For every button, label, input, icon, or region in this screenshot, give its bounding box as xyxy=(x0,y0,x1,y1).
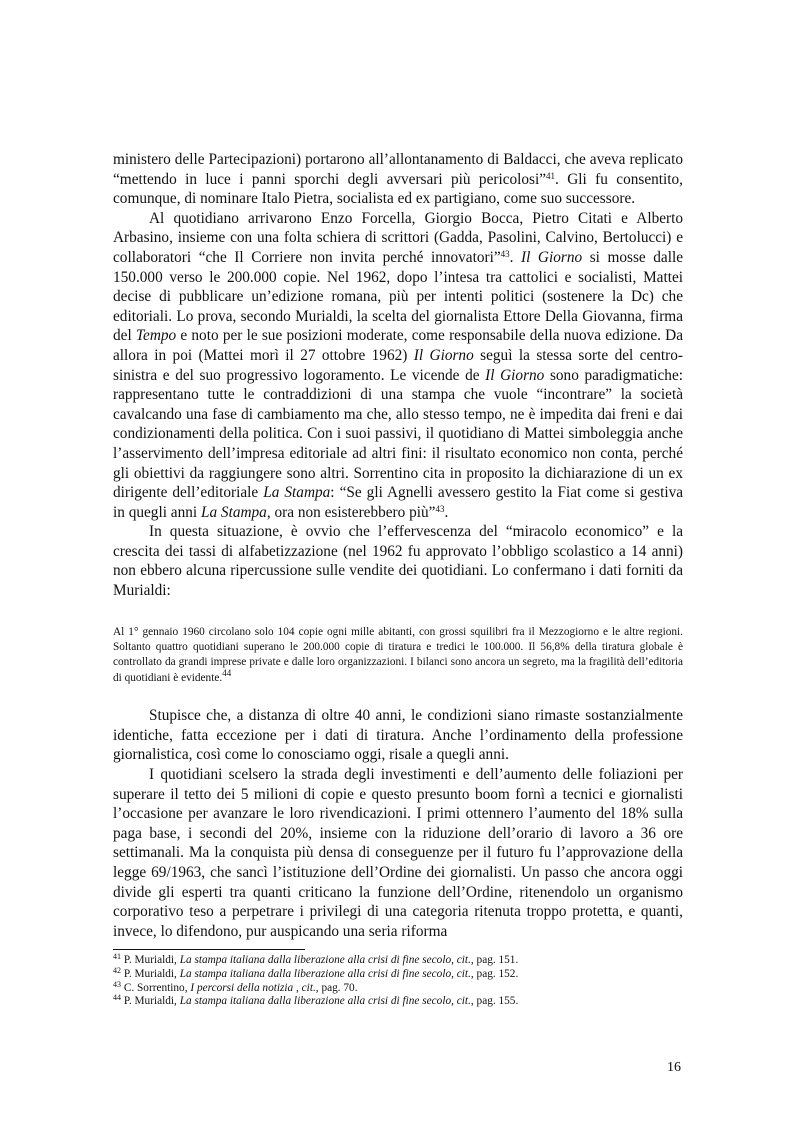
block-quote xyxy=(113,625,683,687)
paragraph-5: I quotidiani scelsero la strada degli investimenti e dell’aumento delle foliazioni per superare il tetto dei 5 milioni di copie e questo presunto boom fornì a tecnici e giornalisti l’occasione per avanzare le loro rivendicazioni. I primi ottennero l’aumento del 18% sulla paga base, i secondi del 20%, insieme con la riduzione dell’orario di lavoro a 36 ore settimanali. Ma la conquista più densa di conseguenze per il futuro fu l’approvazione della legge 69/1963, che sancì l’istituzione dell’Ordine dei giornalisti. Un passo che ancora oggi divide gli esperti tra quanti criticano la funzione dell’Ordine, ritenendolo un organismo corporativo teso a perpetrare i privilegi di una categoria ritenuta troppo protetta, e quanti, invece, lo difendono, pur auspicando una seria riforma xyxy=(113,766,683,940)
footnote-ref[interactable]: 43 xyxy=(500,248,510,259)
footnote xyxy=(113,954,683,968)
paragraph-text: : “Se gli Agnelli avessero gestito la Fiat come si gestiva in quegli anni xyxy=(113,484,684,521)
footnote-title: La stampa italiana dalla liberazione alla crisi di fine secolo xyxy=(179,995,452,1008)
newspaper-title: La Stampa xyxy=(263,484,331,502)
paragraph-text: . xyxy=(444,503,449,521)
footnote-title: La stampa italiana dalla liberazione alla crisi di fine secolo xyxy=(179,968,452,980)
footnote-page: , pag. 151. xyxy=(470,954,519,967)
paragraph-3: In questa situazione, è ovvio che l’effervescenza del “miracolo economico” e la crescita dei tassi di alfabetizzazione (nel 1962 fu approvato l’obbligo scolastico a 14 anni) non ebbero alcuna ripercussione sulle vendite dei quotidiani. Lo confermano i dati forniti da Murialdi: xyxy=(113,523,683,600)
footnote-author: C. Sorrentino, xyxy=(121,981,191,994)
footnote-cit: cit. xyxy=(456,968,471,980)
footnote-author: P. Murialdi, xyxy=(121,995,180,1008)
newspaper-title: La Stampa xyxy=(200,503,267,521)
newspaper-title: Il Giorno xyxy=(413,346,474,364)
footnote-title: La stampa italiana dalla liberazione alla crisi di fine secolo xyxy=(179,954,452,967)
footnote-page: , pag. 152. xyxy=(470,968,519,980)
footnotes xyxy=(113,954,683,1008)
footnote-page: , pag. 70. xyxy=(315,981,358,994)
page-content xyxy=(113,150,683,1009)
footnote-cit: cit. xyxy=(456,995,471,1008)
page-number: 16 xyxy=(667,1060,681,1075)
footnote-number: 43 xyxy=(113,979,121,989)
paragraph-2 xyxy=(113,209,683,523)
footnote xyxy=(113,968,683,982)
footnote-number: 42 xyxy=(113,966,121,975)
footnote-number: 44 xyxy=(113,993,121,1003)
paragraph-text: Al quotidiano arrivarono Enzo Forcella, Giorgio Bocca, Pietro Citati e Alberto Arbasino, insieme con una folta schiera di scrittori (Gadda, Pasolini, Calvino, Bertolucci) e collaboratori “che Il Corriere non invita perché innovatori” xyxy=(113,209,683,266)
footnote-cit: cit. xyxy=(456,954,471,967)
footnote-divider xyxy=(113,949,305,950)
footnote-author: P. Murialdi, xyxy=(121,968,180,980)
paragraph-text: seguì la stessa sorte del centro-sinistra e del suo progressivo logoramento. Le vicende de xyxy=(113,346,683,384)
footnote-page: , pag. 155. xyxy=(470,995,519,1008)
paragraph-text: e noto per le sue posizioni moderate, come responsabile della nuova edizione. Da allora in poi (Mattei morì il 27 ottobre 1962) xyxy=(113,327,684,364)
footnote xyxy=(113,979,683,996)
footnote-sep: , xyxy=(451,954,457,967)
newspaper-title: Il Giorno xyxy=(485,366,545,384)
paragraph-text: . Gli fu consentito, comunque, di nominare Italo Pietra, socialista ed ex partigiano, come suo successore. xyxy=(113,170,683,208)
paragraph-text: sono paradigmatiche: rappresentano tutte le contraddizioni di una stampa che vuole “incontrare” la società cavalcando una fase di cambiamento ma che, allo stesso tempo, ne è impedita dai freni e dai condizionamenti della politica. Con i suoi passivi, il quotidiano di Mattei simboleggia anche l’asservimento dell’impresa editoriale ad altri fini: il risultato economico non conta, perché gli obiettivi da raggiungere sono altri. Sorrentino cita in proposito la dichiarazione di un ex dirigente dell’editoriale xyxy=(113,366,683,502)
paragraph-text: ministero delle Partecipazioni) portarono all’allontanamento di Baldacci, che aveva replicato “mettendo in luce i panni sporchi degli avversari più pericolosi” xyxy=(113,151,683,188)
paragraph-text: , ora non esisterebbero più” xyxy=(266,503,436,521)
footnote-number: 41 xyxy=(113,952,121,962)
paragraph-4: Stupisce che, a distanza di oltre 40 anni, le condizioni siano rimaste sostanzialmente identiche, fatta eccezione per i dati di tiratura. Anche l’ordinamento della professione giornalistica, così come lo conosciamo oggi, risale a quegli anni. xyxy=(113,707,683,764)
newspaper-title: Tempo xyxy=(135,327,177,345)
quote-text: Al 1° gennaio 1960 circolano solo 104 copie ogni mille abitanti, con grossi squilibri fra il Mezzogiorno e le altre regioni. Soltanto quattro quotidiani superano le 200.000 copie di tiratura e tredici le 100.000. Il 56,8% della tiratura globale è controllato da grandi imprese private e dalle loro organizzazioni. I bilanci sono ancora un segreto, ma la fragilità dell’editoria di quotidiani è evidente. xyxy=(113,625,683,684)
newspaper-title: Il Giorno xyxy=(521,248,583,266)
paragraph-1 xyxy=(113,150,683,209)
footnote-sep: , xyxy=(293,981,302,994)
footnote-sep: , xyxy=(451,968,457,980)
footnote-author: P. Murialdi, xyxy=(121,954,180,967)
footnote xyxy=(113,995,683,1009)
footnote-ref[interactable]: 44 xyxy=(222,667,232,678)
footnote-cit: cit. xyxy=(301,981,316,994)
paragraph-text: . xyxy=(509,248,522,266)
footnote-title: I percorsi della notizia xyxy=(190,981,294,994)
paragraph-text: si mosse dalle 150.000 verso le 200.000 copie. Nel 1962, dopo l’intesa tra cattolici e socialisti, Mattei decise di pubblicare un’edizione romana, più per intenti politici (sostenere la Dc) che editoriali. Lo prova, secondo Murialdi, la scelta del giornalista Ettore Della Giovanna, firma del xyxy=(113,248,683,345)
footnote-ref[interactable]: 41 xyxy=(546,170,556,181)
footnote-sep: , xyxy=(451,995,457,1008)
footnote-ref[interactable]: 43 xyxy=(435,503,445,514)
